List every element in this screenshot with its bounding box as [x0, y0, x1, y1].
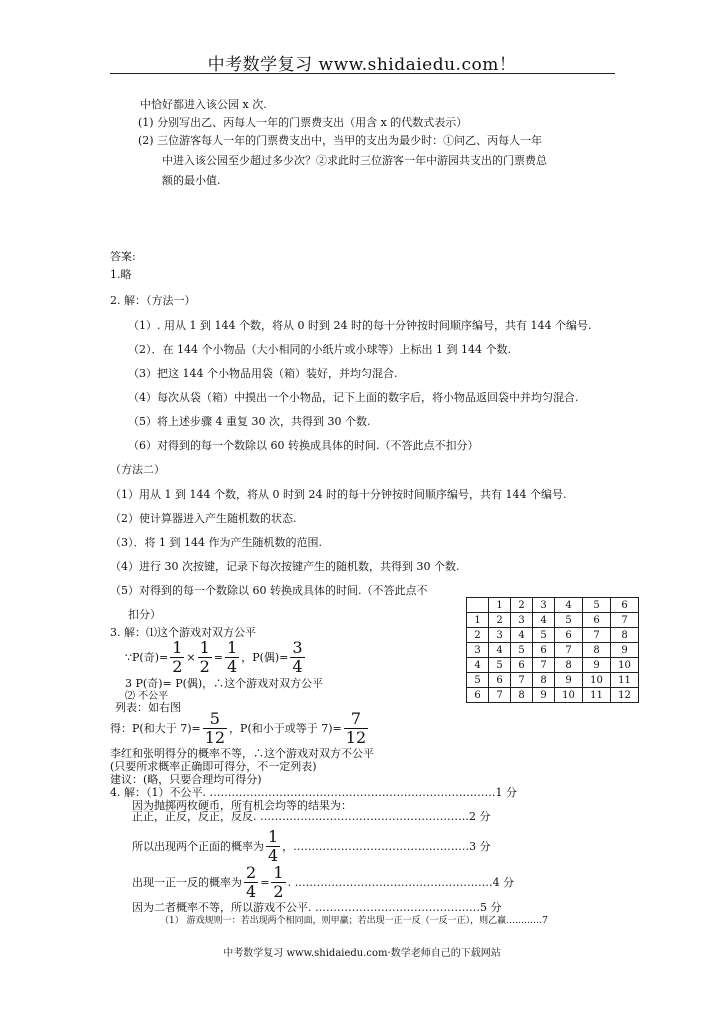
question-2-line-c: 额的最小值.	[162, 174, 221, 187]
table-row: 4 5 6 7 8 9 10	[467, 658, 639, 673]
answer-4-line-1: 因为抛掷两枚硬币，所有机会均等的结果为：	[132, 799, 352, 812]
answer-2-title: 2. 解：（方法一）	[110, 294, 196, 307]
answer-3-probabilities: 得：P(和大于 7)= $\frac{5}{12}$ ，P(和小于或等于 7)= $\frac{7}{12}$	[110, 709, 367, 748]
page-header: 中考数学复习 www.shidaiedu.com！	[207, 55, 517, 75]
answer-3-prob-line: ∵P(奇)= $\frac{1}{2}$ × $\frac{1}{2}$ = $\frac{1}{4}$ ，P(偶)= $\frac{3}{4}$	[125, 638, 303, 677]
fraction-five-twelfths: $\frac{5}{12}$	[204, 709, 226, 748]
method2-step: （5）对得到的每一个数除以 60 转换成具体的时间.（不答此点不	[110, 584, 428, 597]
method1-step: （3）把这 144 个小物品用袋（箱）装好，并均匀混合.	[128, 367, 398, 380]
question-line-0: 中恰好都进入该公园 x 次.	[140, 98, 267, 111]
method1-step: （6）对得到的每一个数除以 60 转换成具体的时间.（不答此点不扣分）	[128, 439, 479, 452]
answers-heading: 答案:	[110, 250, 136, 263]
answer-3-note: (只要所求概率正确即可得分，不一定列表)	[110, 760, 317, 773]
answer-1: 1.略	[110, 268, 132, 281]
answer-3-list: 列表：如右图	[115, 701, 181, 714]
method1-step: （4）每次从袋（箱）中摸出一个小物品，记下上面的数字后，将小物品返回袋中并均匀混合.	[128, 391, 579, 404]
table-header-row: 1 2 3 4 5 6	[467, 598, 639, 613]
answer-3-advice: 建议：(略，只要合理均可得分)	[110, 773, 262, 786]
answer-3-title: 3. 解：⑴这个游戏对双方公平	[110, 626, 256, 639]
table-row: 6 7 8 9 10 11 12	[467, 688, 639, 703]
answer-3-conclusion: 3 P(奇)= P(偶)，∴这个游戏对双方公平	[125, 677, 324, 690]
page-footer: 中考数学复习 www.shidaiedu.com·数学老师自己的下载网站	[223, 948, 501, 959]
fraction-one-quarter: $\frac{1}{4}$	[268, 827, 279, 866]
method1-step: （1）. 用从 1 到 144 个数，将从 0 时到 24 时的每十分钟按时间顺序编号，共有 144 个编号.	[128, 319, 592, 332]
method2-step: （2）使计算器进入产生随机数的状态.	[110, 512, 297, 525]
table-row: 5 6 7 8 9 10 11	[467, 673, 639, 688]
table-row: 3 4 5 6 7 8 9	[467, 643, 639, 658]
method1-step: （5）将上述步骤 4 重复 30 次，共得到 30 个数.	[128, 415, 371, 428]
answer-3-unfair: 李红和张明得分的概率不等，∴这个游戏对双方不公平	[110, 747, 374, 760]
fraction-seven-twelfths: $\frac{7}{12}$	[345, 709, 367, 748]
method2-step: （3）．将 1 到 144 作为产生随机数的范围.	[110, 536, 322, 549]
method2-step: （4）进行 30 次按键，记录下每次按键产生的随机数，共得到 30 个数.	[110, 560, 460, 573]
fraction-one-half: $\frac{1}{2}$	[172, 638, 183, 677]
fraction-one-quarter: $\frac{1}{4}$	[227, 638, 238, 677]
question-1: (1) 分别写出乙、丙每人一年的门票费支出（用含 x 的代数式表示）	[138, 116, 468, 129]
answer-4-line-4: 出现一正一反的概率为 $\frac{2}{4}$ = $\frac{1}{2}$ . ………………………………………………4 分	[132, 863, 515, 902]
answer-4-line-2: 正正，正反，反正，反反. …………………………………………………2 分	[132, 810, 491, 823]
question-2-line-a: (2) 三位游客每人一年的门票费支出中，当甲的支出为最少时：①问乙、丙每人一年	[138, 134, 543, 147]
fraction-one-half: $\frac{1}{2}$	[199, 638, 210, 677]
fraction-three-quarters: $\frac{3}{4}$	[292, 638, 303, 677]
question-2-line-b: 中进入该公园至少超过多少次？②求此时三位游客一年中游园共支出的门票费总	[162, 154, 547, 167]
method2-step: （1）用从 1 到 144 个数，将从 0 时到 24 时的每十分钟按时间顺序编号，共有 144 个编号.	[110, 488, 567, 501]
answer-4-line-6: （1） 游戏规则一：若出现两个相同面，则甲赢；若出现一正一反（一反一正），则乙赢…………7	[160, 916, 548, 926]
method2-title: （方法二）	[110, 463, 165, 476]
answer-3-part2: ⑵ 不公平	[125, 691, 169, 702]
table-row: 1 2 3 4 5 6 7	[467, 613, 639, 628]
answer-4-line-5: 因为二者概率不等，所以游戏不公平. ………………………………………5 分	[132, 901, 502, 914]
header-rule	[110, 73, 615, 74]
answer-4-line-3: 所以出现两个正面的概率为 $\frac{1}{4}$ ，…………………………………………3 分	[132, 827, 491, 866]
method2-step-cont: 扣分）	[128, 608, 161, 621]
answer-4-title: 4. 解：（1）不公平. ……………………………………………………………………1 分	[110, 786, 517, 799]
dice-sum-table	[466, 597, 639, 703]
fraction-two-quarters: $\frac{2}{4}$	[246, 863, 257, 902]
method1-step: （2）．在 144 个小物品（大小相同的小纸片或小球等）上标出 1 到 144 个数.	[128, 343, 511, 356]
fraction-one-half: $\frac{1}{2}$	[273, 863, 284, 902]
table-row: 2 3 4 5 6 7 8	[467, 628, 639, 643]
